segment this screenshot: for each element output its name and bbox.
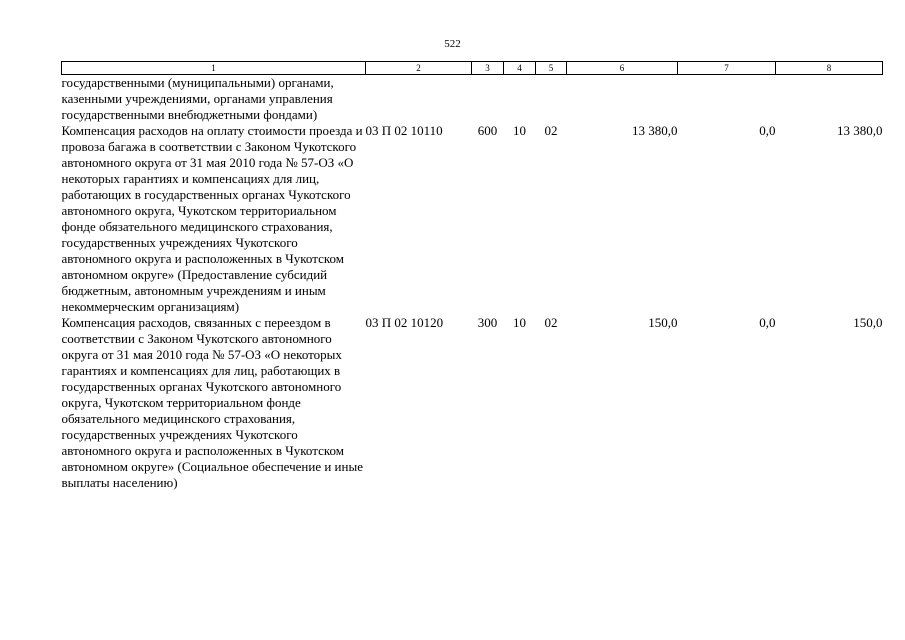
table-row — [62, 75, 883, 124]
column-number-header — [62, 62, 883, 75]
column-header-3: 3 — [472, 62, 504, 75]
row-col5-cell — [536, 75, 567, 124]
column-header-5: 5 — [536, 62, 567, 75]
row-col4-cell: 10 — [513, 315, 526, 330]
row-col7-cell: 0,0 — [759, 123, 776, 138]
page-number: 522 — [444, 38, 461, 50]
row-col6-cell — [567, 75, 678, 124]
column-header-1: 1 — [62, 62, 366, 75]
row-col8-cell — [776, 75, 883, 124]
table-row — [62, 123, 883, 315]
row-col4-cell: 10 — [513, 123, 526, 138]
row-col5-cell: 02 — [544, 315, 558, 330]
row-col8-cell: 150,0 — [853, 315, 883, 330]
column-header-2: 2 — [366, 62, 472, 75]
row-col6-cell: 13 380,0 — [632, 123, 678, 138]
table-row — [62, 315, 883, 491]
row-col3-cell: 600 — [477, 123, 498, 138]
row-code-cell — [366, 75, 472, 124]
column-header-8: 8 — [776, 62, 883, 75]
row-col8-cell: 13 380,0 — [837, 123, 883, 138]
budget-table — [61, 61, 883, 491]
row-col4-cell — [504, 75, 536, 124]
row-name-cell: Компенсация расходов, связанных с переездом в соответствии с Законом Чукотского автономного округа от 31 мая 2010 года № 57-ОЗ «О некоторых гарантиях и компенсациях для лиц, работающих в государственных органах Чукотского автономного округа, Чукотском территориальном фонде обязательного медицинского страхования, государственных учреждениях Чукотского автономного округа и расположенных в Чукотском автономном округе» (Социальное обеспечение и иные выплаты населению) — [61, 315, 363, 490]
row-col7-cell — [678, 75, 776, 124]
row-name-cell: Компенсация расходов на оплату стоимости проезда и провоза багажа в соответствии с Законом Чукотского автономного округа от 31 мая 2010 года № 57-ОЗ «О некоторых гарантиях и компенсациях для лиц, работающих в государственных органах Чукотского автономного округа, Чукотском территориальном фонде обязательного медицинского страхования, государственных учреждениях Чукотского автономного округа и расположенных в Чукотском автономном округе» (Предоставление субсидий бюджетным, автономным учреждениям и иным некоммерческим организациям) — [61, 123, 363, 314]
row-code-cell: 03 П 02 10120 — [365, 315, 444, 330]
column-header-7: 7 — [678, 62, 776, 75]
row-col6-cell: 150,0 — [648, 315, 678, 330]
row-code-cell: 03 П 02 10110 — [365, 123, 443, 138]
row-col3-cell — [472, 75, 504, 124]
row-col3-cell: 300 — [477, 315, 498, 330]
column-header-6: 6 — [567, 62, 678, 75]
row-col5-cell: 02 — [544, 123, 558, 138]
column-header-4: 4 — [504, 62, 536, 75]
row-name-cell: государственными (муниципальными) органами, казенными учреждениями, органами управления государственными внебюджетными фондами) — [61, 75, 334, 122]
row-col7-cell: 0,0 — [759, 315, 776, 330]
